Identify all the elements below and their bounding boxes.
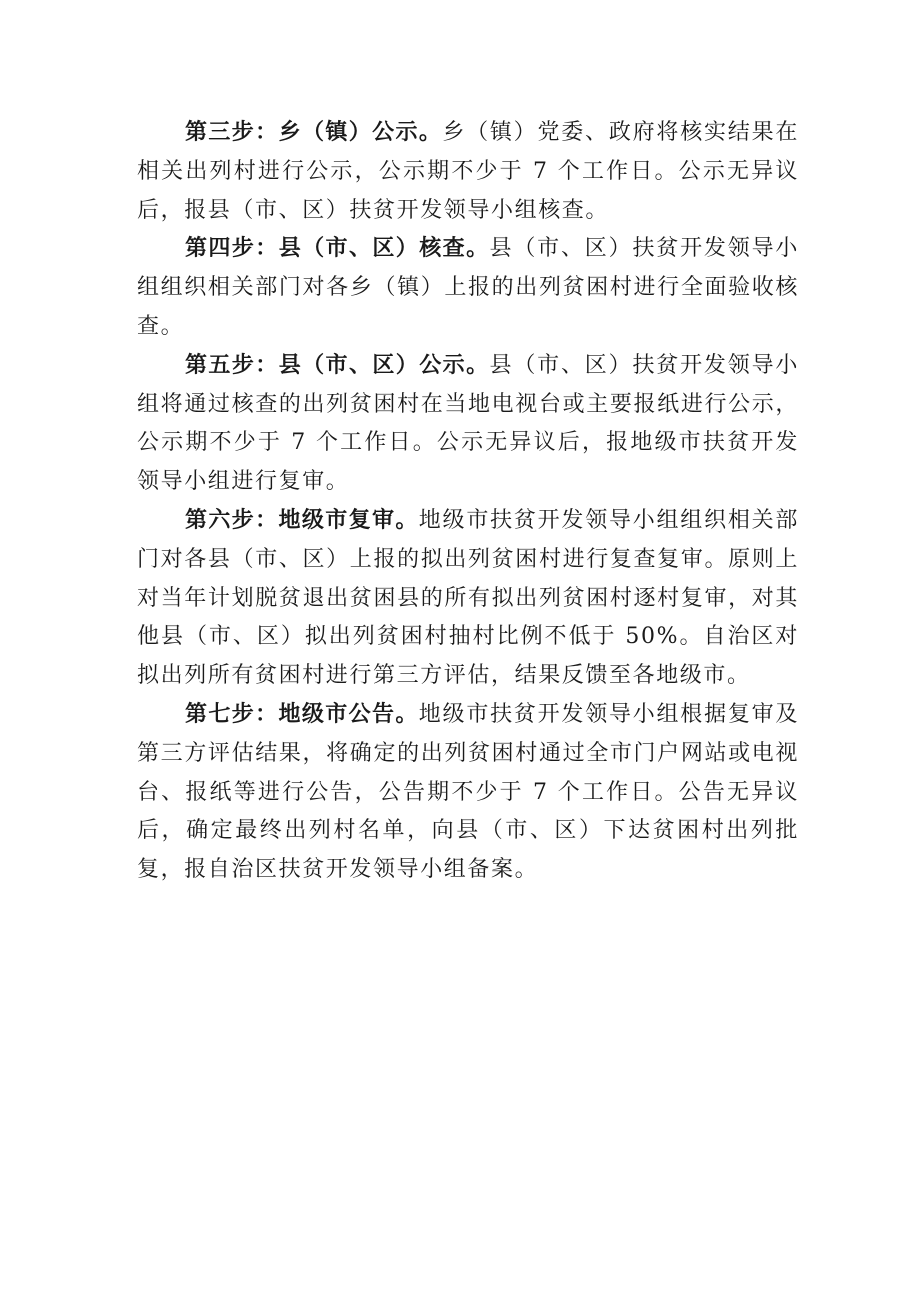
step-7-title: 第七步：地级市公告。 bbox=[185, 701, 419, 727]
paragraph-step-5 bbox=[137, 347, 799, 502]
paragraph-step-4 bbox=[137, 230, 799, 346]
step-4-title: 第四步：县（市、区）核查。 bbox=[185, 236, 490, 262]
document-body bbox=[137, 114, 799, 890]
step-6-text: 地级市扶贫开发领导小组组织相关部门对各县（市、区）上报的拟出列贫困村进行复查复审。原则上对当年计划脱贫退出贫困县的所有拟出列贫困村逐村复审，对其他县（市、区）拟出列贫困村抽村比例不低于 50%。自治区对拟出列所有贫困村进行第三方评估，结果反馈至各地级市。 bbox=[137, 507, 799, 689]
paragraph-step-7 bbox=[137, 696, 799, 890]
step-7-text: 地级市扶贫开发领导小组根据复审及第三方评估结果，将确定的出列贫困村通过全市门户网站或电视台、报纸等进行公告，公告期不少于 7 个工作日。公告无异议后，确定最终出列村名单，向县（市、区）下达贫困村出列批复，报自治区扶贫开发领导小组备案。 bbox=[137, 701, 799, 883]
step-5-text: 县（市、区）扶贫开发领导小组将通过核查的出列贫困村在当地电视台或主要报纸进行公示，公示期不少于 7 个工作日。公示无异议后，报地级市扶贫开发领导小组进行复审。 bbox=[137, 352, 799, 495]
step-6-title: 第六步：地级市复审。 bbox=[185, 507, 419, 533]
step-3-title: 第三步：乡（镇）公示。 bbox=[185, 120, 443, 145]
step-4-text: 县（市、区）扶贫开发领导小组组织相关部门对各乡（镇）上报的出列贫困村进行全面验收核查。 bbox=[137, 236, 799, 339]
step-5-title: 第五步：县（市、区）公示。 bbox=[185, 352, 490, 378]
paragraph-step-6 bbox=[137, 502, 799, 696]
step-3-text: 乡（镇）党委、政府将核实结果在相关出列村进行公示，公示期不少于 7 个工作日。公示无异议后，报县（市、区）扶贫开发领导小组核查。 bbox=[137, 120, 799, 223]
paragraph-step-3 bbox=[137, 114, 799, 230]
